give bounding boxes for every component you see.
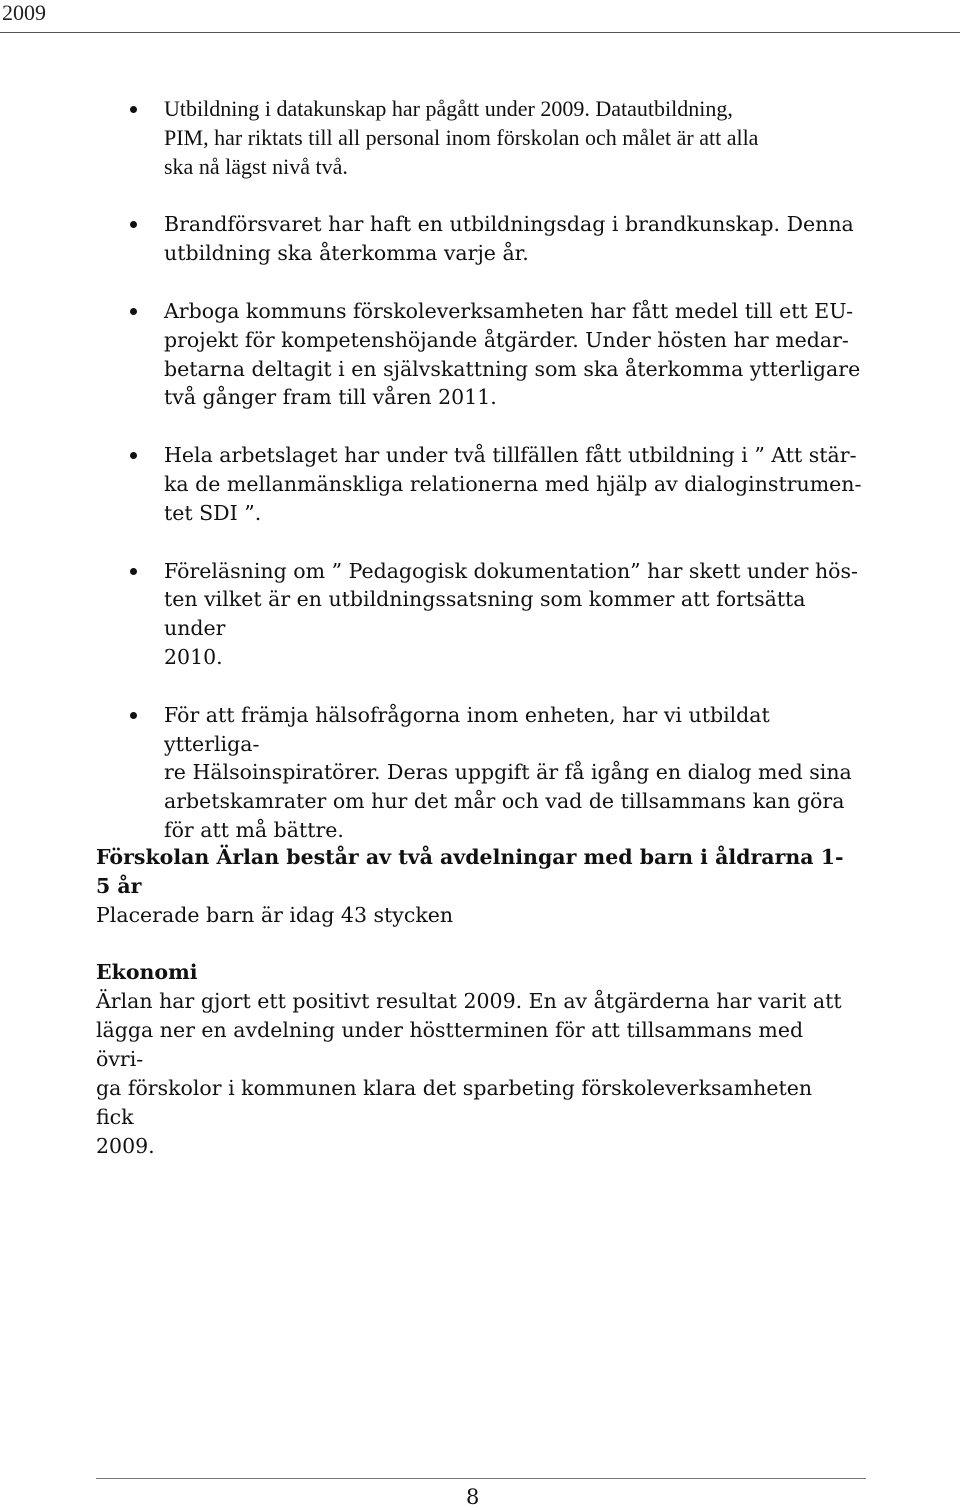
bullet-icon: [130, 712, 137, 719]
bullet-icon: [130, 106, 137, 113]
placed-children-text: Placerade barn är idag 43 stycken: [96, 903, 454, 927]
economy-line: ga förskolor i kommunen klara det sparbeting förskoleverksamheten fick: [96, 1076, 813, 1129]
bullet-line: projekt för kompetenshöjande åtgärder. Under hösten har medar-: [164, 327, 849, 352]
bullet-line: betarna deltagit i en självskattning som ska återkomma ytterligare: [164, 356, 861, 381]
bullet-line: ten vilket är en utbildningssatsning som kommer att fortsätta under: [164, 587, 806, 641]
unit-heading: Förskolan Ärlan består av två avdelningar med barn i åldrarna 1-5 år: [96, 845, 844, 898]
bullet-line: utbildning ska återkomma varje år.: [164, 241, 529, 266]
bullet-line: Föreläsning om ” Pedagogisk dokumentation” har skett under hös-: [164, 558, 858, 583]
bullet-text: [164, 297, 864, 412]
bullet-line: PIM, har riktats till all personal inom förskolan och målet är att alla: [164, 124, 759, 150]
bullet-line: för att må bättre.: [164, 817, 344, 842]
unit-section: [96, 843, 856, 1161]
bullet-text: [164, 441, 864, 527]
page-number: 8: [466, 1485, 480, 1509]
bullet-text: [164, 701, 864, 845]
bullet-item-halsa: [0, 701, 864, 845]
bullet-line: två gånger fram till våren 2011.: [164, 385, 497, 410]
bullet-item-datakunskap: [0, 95, 864, 181]
bullet-line: ka de mellanmänskliga relationerna med hjälp av dialoginstrumen-: [164, 471, 862, 496]
bullet-text: [164, 95, 864, 181]
bullet-icon: [130, 308, 137, 315]
footer-divider: [96, 1478, 866, 1479]
economy-line: 2009.: [96, 1134, 155, 1158]
bullet-text: [164, 210, 864, 268]
header-year: 2009: [2, 0, 46, 25]
economy-line: Ärlan har gjort ett positivt resultat 2009. En av åtgärderna har varit att: [96, 989, 842, 1013]
bullet-line: Hela arbetslaget har under två tillfällen fått utbildning i ” Att stär-: [164, 443, 857, 468]
bullet-line: Utbildning i datakunskap har pågått under 2009. Datautbildning,: [164, 96, 733, 121]
bullet-line: ska nå lägst nivå två.: [164, 153, 348, 179]
header-divider: [0, 32, 960, 33]
bullet-icon: [130, 568, 137, 575]
bullet-icon: [130, 452, 137, 459]
bullet-line: För att främja hälsofrågorna inom enheten, har vi utbildat ytterliga-: [164, 702, 770, 756]
bullet-line: Brandförsvaret har haft en utbildningsdag i brandkunskap. Denna: [164, 212, 854, 237]
bullet-icon: [130, 221, 137, 228]
bullet-item-forelasning: [0, 557, 864, 672]
bullet-list: [0, 95, 960, 874]
bullet-text: [164, 557, 864, 672]
economy-heading: Ekonomi: [96, 960, 198, 984]
bullet-item-sdi: [0, 441, 864, 527]
bullet-line: tet SDI ”.: [164, 500, 262, 525]
economy-section: [96, 958, 856, 1161]
bullet-item-brandforsvaret: [0, 210, 864, 268]
bullet-line: Arboga kommuns förskoleverksamheten har fått medel till ett EU-: [164, 298, 854, 323]
bullet-item-eu-projekt: [0, 297, 864, 412]
bullet-line: arbetskamrater om hur det mår och vad de tillsammans kan göra: [164, 789, 845, 814]
bullet-line: re Hälsoinspiratörer. Deras uppgift är få igång en dialog med sina: [164, 760, 852, 785]
bullet-line: 2010.: [164, 644, 223, 669]
economy-line: lägga ner en avdelning under höstterminen för att tillsammans med övri-: [96, 1018, 804, 1071]
